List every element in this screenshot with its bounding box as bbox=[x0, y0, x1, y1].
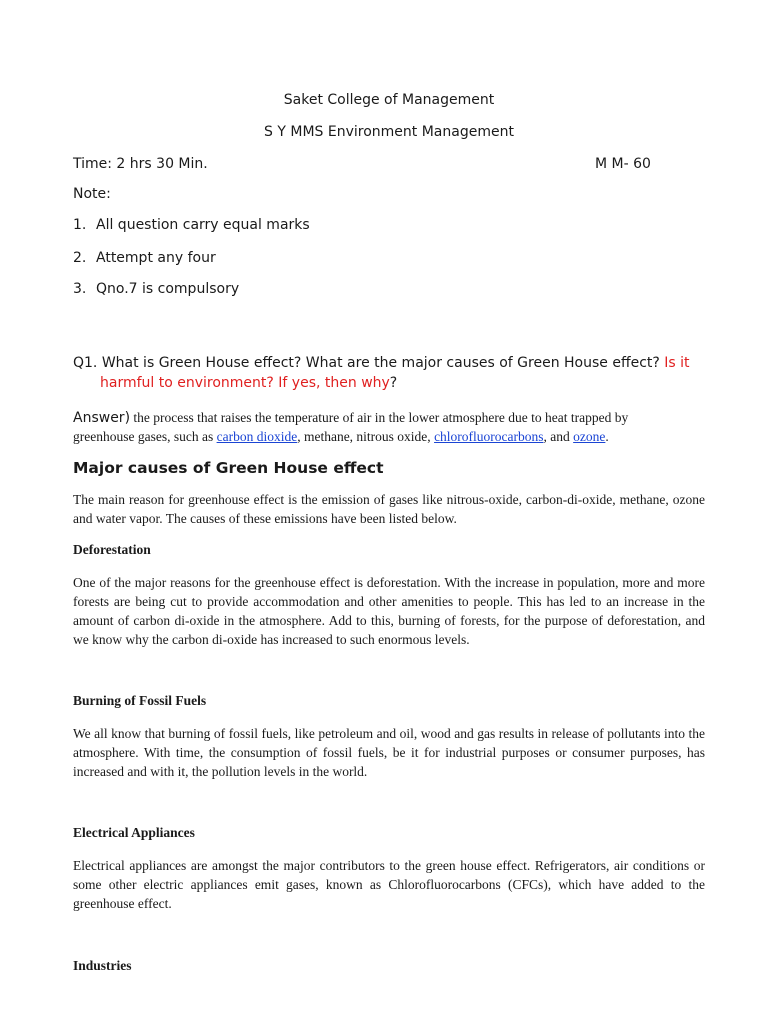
college-name: Saket College of Management bbox=[283, 92, 495, 108]
section-text-fossil-fuels: We all know that burning of fossil fuels, like petroleum and oil, wood and gas results in release of pollutants into the atmosphere. With time, the consumption of fossil fuels, be it for industrial purposes or consumer purposes, has increased and with it, the pollution levels in the world. bbox=[73, 726, 705, 779]
question-highlight: Is it bbox=[664, 355, 690, 371]
answer-line-2 bbox=[73, 429, 609, 445]
note-number: 2. bbox=[73, 250, 87, 266]
course-title: S Y MMS Environment Management bbox=[264, 124, 514, 140]
question-highlight: harmful to environment? If yes, then why bbox=[100, 375, 390, 391]
section-heading-electrical-appliances: Electrical Appliances bbox=[73, 825, 195, 840]
chlorofluorocarbons-link[interactable]: chlorofluorocarbons bbox=[434, 429, 544, 444]
answer-text: , and bbox=[543, 429, 574, 444]
answer-text: greenhouse gases, such as bbox=[73, 429, 217, 444]
note-number: 3. bbox=[73, 281, 87, 297]
section-text-deforestation: One of the major reasons for the greenhouse effect is deforestation. With the increase in population, more and more forests are being cut to provide accommodation and other amenities to people. This has led to an increase in the amount of carbon di-oxide in the atmosphere. Add to this, burning of forests, for the purpose of deforestation, and we know why the carbon di-oxide has increased to such enormous levels. bbox=[73, 575, 705, 647]
note-text: All question carry equal marks bbox=[96, 217, 310, 233]
note-text: Attempt any four bbox=[96, 250, 216, 266]
answer-label: Answer) bbox=[73, 410, 131, 426]
answer-text: the process that raises the temperature of air in the lower atmosphere due to heat trapped by bbox=[130, 410, 629, 425]
note-text: Qno.7 is compulsory bbox=[96, 281, 240, 297]
carbon-dioxide-link[interactable]: carbon dioxide bbox=[216, 429, 298, 444]
question-text: Q1. What is Green House effect? What are the major causes of Green House effect? bbox=[73, 355, 665, 371]
major-causes-intro: The main reason for greenhouse effect is the emission of gases like nitrous-oxide, carbon-di-oxide, methane, ozone and water vapor. The causes of these emissions have been listed below. bbox=[73, 492, 705, 526]
section-text-electrical-appliances: Electrical appliances are amongst the major contributors to the green house effect. Refrigerators, air conditions or some other electric appliances emit gases, known as Chlorofluorocarbons (CFCs), which have added to the greenhouse effect. bbox=[73, 858, 705, 911]
answer-line-1 bbox=[73, 409, 705, 427]
section-heading-industries: Industries bbox=[73, 958, 132, 973]
note-number: 1. bbox=[73, 217, 87, 233]
section-heading-fossil-fuels: Burning of Fossil Fuels bbox=[73, 693, 207, 708]
answer-text: . bbox=[605, 429, 609, 444]
ozone-link[interactable]: ozone bbox=[573, 429, 606, 444]
exam-time: Time: 2 hrs 30 Min. bbox=[73, 156, 208, 172]
max-marks: M M- 60 bbox=[595, 156, 651, 172]
question-line-1 bbox=[73, 355, 690, 371]
question-suffix: ? bbox=[389, 375, 398, 391]
major-causes-heading: Major causes of Green House effect bbox=[73, 459, 384, 477]
section-heading-deforestation: Deforestation bbox=[73, 542, 151, 557]
question-line-2 bbox=[100, 375, 397, 391]
answer-text: , methane, nitrous oxide, bbox=[297, 429, 435, 444]
note-label: Note: bbox=[73, 186, 111, 202]
